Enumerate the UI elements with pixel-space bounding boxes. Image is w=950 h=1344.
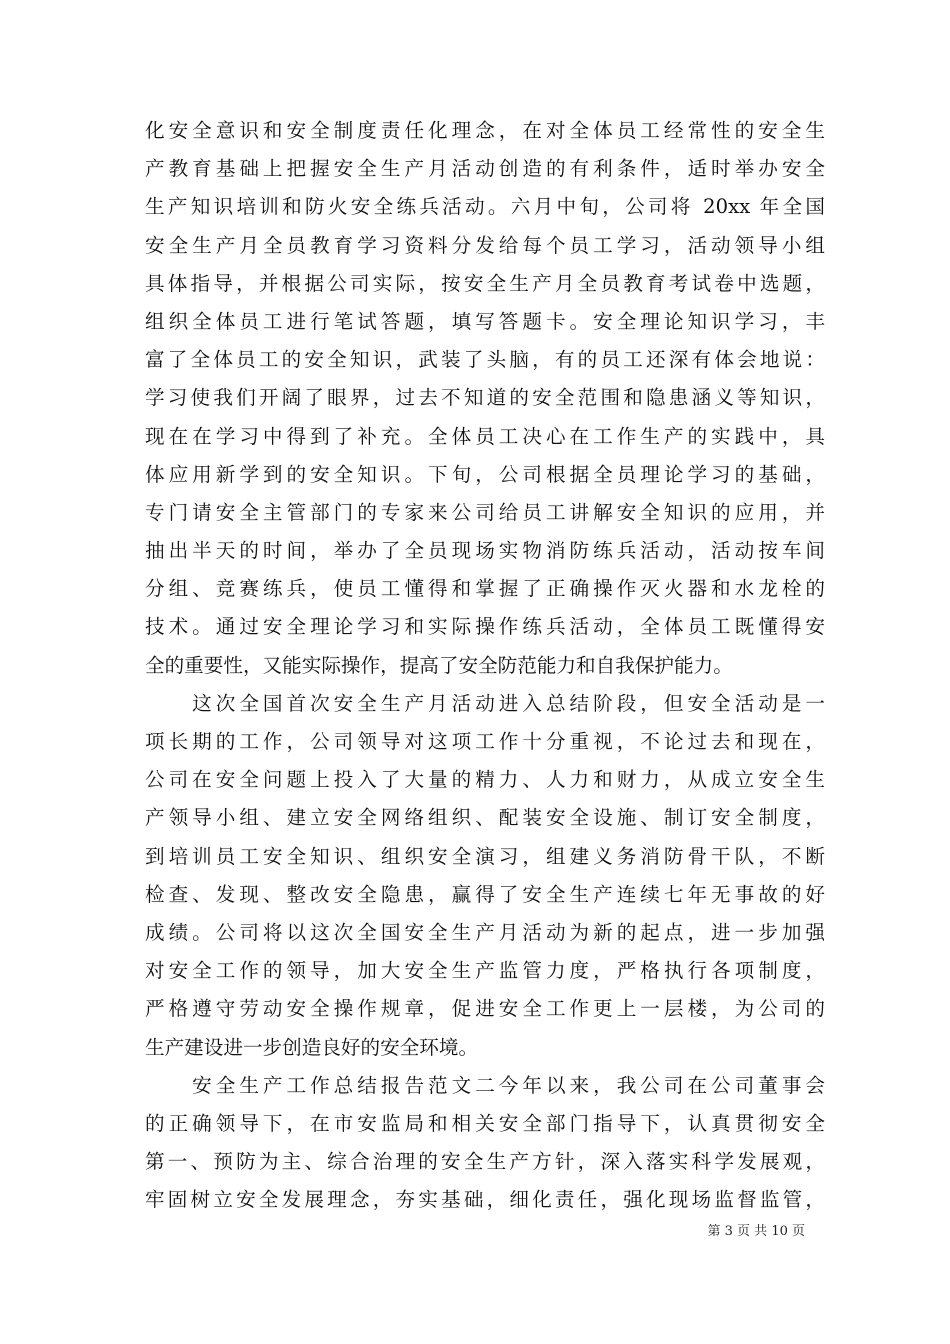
text-line: 分组、竞赛练兵，使员工懂得和掌握了正确操作灭火器和水龙栓的 — [145, 577, 825, 601]
text-line: 抽出半天的时间，举办了全员现场实物消防练兵活动，活动按车间 — [145, 539, 825, 563]
text-line: 公司在安全问题上投入了大量的精力、人力和财力，从成立安全生 — [145, 768, 825, 792]
text-line: 化安全意识和安全制度责任化理念，在对全体员工经常性的安全生 — [145, 119, 825, 142]
text-line: 这次全国首次安全生产月活动进入总结阶段，但安全活动是一 — [145, 691, 825, 715]
page-number-footer: 第 3 页 共 10 页 — [707, 1224, 805, 1239]
text-line: 产教育基础上把握安全生产月活动创造的有利条件，适时举办安全 — [145, 157, 825, 181]
text-line: 到培训员工安全知识、组织安全演习，组建义务消防骨干队，不断 — [145, 844, 825, 868]
text-line: 对安全工作的领导，加大安全生产监管力度，严格执行各项制度， — [145, 959, 825, 983]
text-line: 专门请安全主管部门的专家来公司给员工讲解安全知识的应用，并 — [145, 500, 825, 524]
text-line: 现在在学习中得到了补充。全体员工决心在工作生产的实践中，具 — [145, 424, 825, 448]
text-line: 技术。通过安全理论学习和实际操作练兵活动，全体员工既懂得安 — [145, 615, 825, 639]
text-line: 成绩。公司将以这次全国安全生产月活动为新的起点，进一步加强 — [145, 920, 825, 944]
text-line: 安全生产月全员教育学习资料分发给每个员工学习，活动领导小组 — [145, 233, 825, 257]
text-line: 牢固树立安全发展理念，夯实基础，细化责任，强化现场监督监管， — [145, 1188, 825, 1212]
text-line: 生产知识培训和防火安全练兵活动。六月中旬，公司将 20xx 年全国 — [145, 195, 825, 219]
text-line: 具体指导，并根据公司实际，按安全生产月全员教育考试卷中选题， — [145, 271, 825, 295]
text-line: 检查、发现、整改安全隐患，赢得了安全生产连续七年无事故的好 — [145, 882, 825, 906]
text-line: 组织全体员工进行笔试答题，填写答题卡。安全理论知识学习，丰 — [145, 309, 825, 333]
text-line: 全的重要性，又能实际操作，提高了安全防范能力和自我保护能力。 — [145, 653, 733, 677]
text-line: 学习使我们开阔了眼界，过去不知道的安全范围和隐患涵义等知识， — [145, 386, 825, 410]
text-line: 生产建设进一步创造良好的安全环境。 — [145, 1035, 479, 1059]
text-line: 严格遵守劳动安全操作规章，促进安全工作更上一层楼，为公司的 — [145, 997, 825, 1021]
text-line: 富了全体员工的安全知识，武装了头脑，有的员工还深有体会地说： — [145, 348, 825, 372]
text-line: 第一、预防为主、综合治理的安全生产方针，深入落实科学发展观， — [145, 1150, 825, 1174]
body-text — [145, 112, 825, 1219]
text-line: 项长期的工作，公司领导对这项工作十分重视，不论过去和现在， — [145, 730, 825, 753]
text-line: 产领导小组、建立安全网络组织、配装安全设施、制订安全制度， — [145, 806, 825, 830]
text-line: 体应用新学到的安全知识。下旬，公司根据全员理论学习的基础， — [145, 462, 825, 486]
text-line: 安全生产工作总结报告范文二今年以来，我公司在公司董事会 — [145, 1073, 825, 1097]
text-line: 的正确领导下，在市安监局和相关安全部门指导下，认真贯彻安全 — [145, 1111, 825, 1135]
